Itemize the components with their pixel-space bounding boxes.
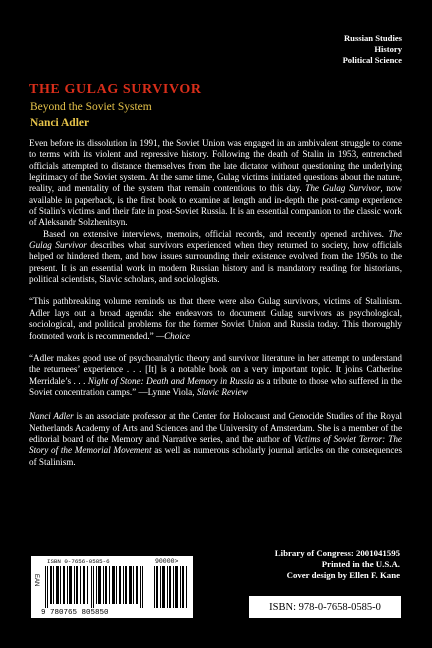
subject-categories: [343, 33, 402, 66]
subject-label: Political Science: [342, 55, 402, 65]
bio-name: Nanci Adler: [29, 411, 74, 422]
credit-line: Cover design by Ellen F. Kane: [286, 570, 400, 580]
review-quote: [29, 296, 402, 341]
barcode-addon-bars: [153, 566, 189, 608]
book-title-italic: The Gulag Survivor: [305, 183, 381, 194]
cited-work: Night of Stone: Death and Memory in Russia: [87, 375, 254, 386]
book-title-italic: The Gulag Survivor: [29, 228, 402, 251]
text-run: , now available in paperback, is the first book to examine at length and in-depth the post-camp experience of Stalin's victims and their fate in post-Soviet Russia. It is an essential companion to the classic work of Aleksandr Solzhenitsyn.: [29, 183, 402, 228]
barcode: [31, 556, 193, 618]
barcode-digits: 9 780765 805850: [41, 609, 109, 617]
description-block: [29, 138, 402, 468]
barcode-bars: [43, 566, 149, 608]
quote-text: as a tribute to those who suffered in the Soviet concentration camps.” —Lynne Viola,: [29, 375, 402, 397]
barcode-isbn-label: ISBN 0-7656-0585-6: [47, 558, 110, 565]
description-paragraph: [29, 138, 402, 229]
book-title: THE GULAG SURVIVOR: [29, 82, 202, 97]
publication-credits: [275, 548, 400, 581]
barcode-ean-label: EAN: [33, 574, 39, 587]
bio-text: is an associate professor at the Center for Holocaust and Genocide Studies of the Royal Netherlands Academy of Arts and Sciences and the University of Amsterdam. She is a member of the editorial board of the Memory and Narrative series, and the author of: [29, 411, 402, 444]
quote-text: “Adler makes good use of psychoanalytic theory and survivor literature in her attempt to understand the returnees’ experience . . . [It] is a notable book on a very important topic. It joins Catherine Merridale’s . . .: [29, 352, 402, 386]
author-name: Nanci Adler: [30, 117, 90, 129]
subject-label: History: [374, 44, 402, 54]
cited-work: Victims of Soviet Terror: The Story of the Memorial Movement: [29, 433, 402, 456]
book-subtitle: Beyond the Soviet System: [30, 101, 152, 113]
quote-source: Slavic Review: [196, 386, 248, 397]
review-quote: [29, 353, 402, 398]
quote-source: —Choice: [155, 330, 190, 341]
isbn-box: ISBN: 978-0-7658-0585-0: [249, 596, 401, 618]
description-paragraph: [29, 229, 402, 286]
quote-text: “This pathbreaking volume reminds us that there were also Gulag survivors, victims of Stalinism. Adler lays out a broad agenda: she endeavors to document Gulag survivors as psychological, sociological, and political problems for the former Soviet Union and Russia today. This thoroughly footnoted work is recommended.”: [29, 296, 402, 341]
author-bio: [29, 411, 402, 468]
text-run: Based on extensive interviews, memoirs, official records, and recently opened archives.: [43, 228, 389, 239]
text-run: Even before its dissolution in 1991, the Soviet Union was engaged in an ambivalent struggle to come to terms with its violent and repressive history. Following the death of Stalin in 1953, entrenched officials attempted to distance themselves from the late dictator without questioning the underlying legitimacy of the Soviet system. At the same time, Gulag victims initiated questions about the nature, reality, and mentality of the system that remain contentious to this day.: [29, 138, 402, 194]
barcode-price-code: 90000>: [155, 558, 179, 565]
bio-text: as well as numerous scholarly journal articles on the consequences of Stalinism.: [29, 445, 403, 467]
credit-line: Printed in the U.S.A.: [321, 559, 400, 569]
credit-line: Library of Congress: 2001041595: [274, 548, 400, 558]
subject-label: Russian Studies: [343, 33, 402, 43]
text-run: describes what survivors experienced when they returned to society, how officials helped or hindered them, and how issues surrounding their existence evolved from the 1950s to the present. It is an essential work in modern Russian history and is mandatory reading for historians, political scientists, Slavic scholars, and sociologists.: [29, 240, 402, 285]
